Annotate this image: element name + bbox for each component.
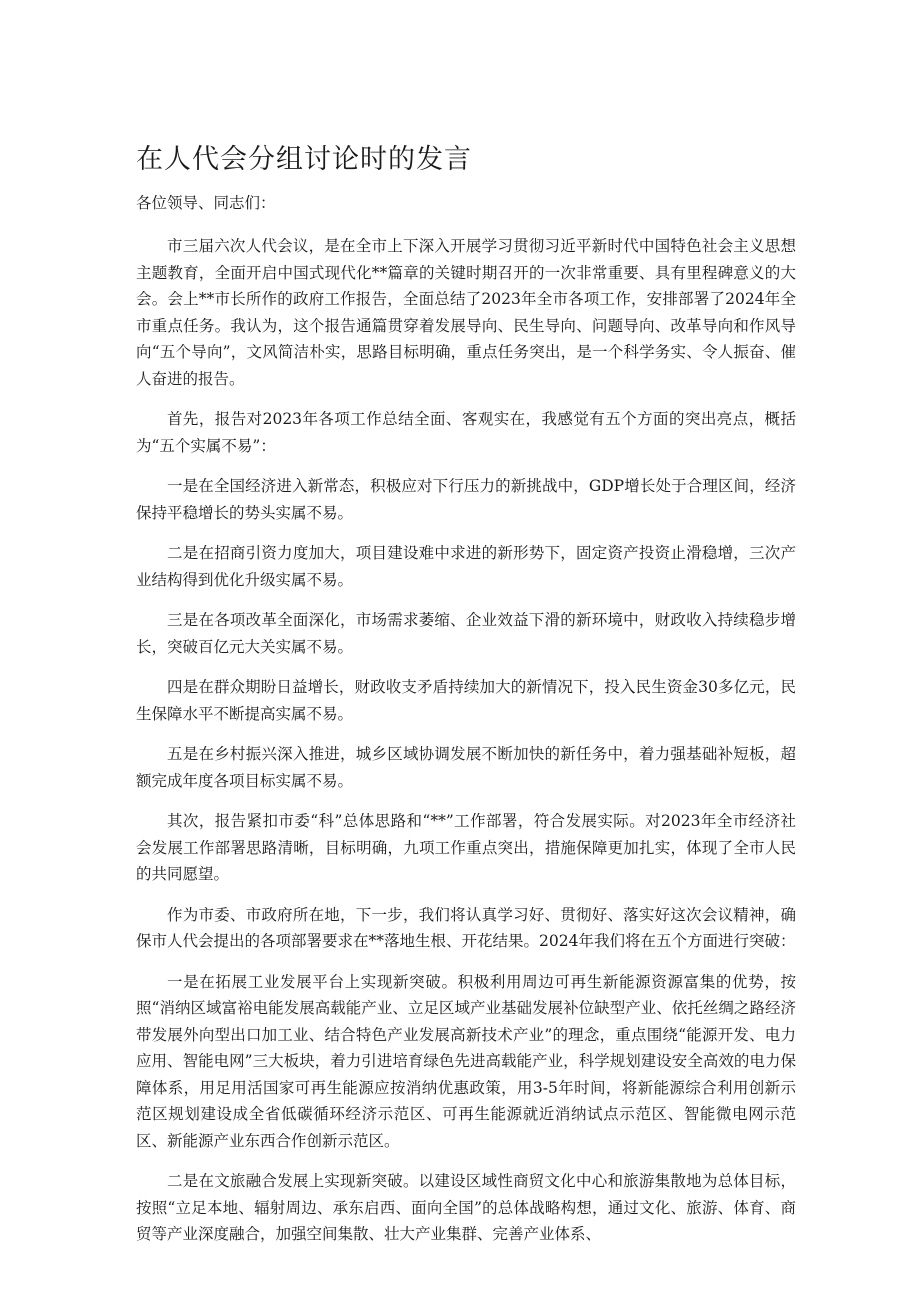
paragraph: 其次，报告紧扣市委“科”总体思路和“**”工作部署，符合发展实际。对2023年全市经济社会发展工作部署思路清晰，目标明确，九项工作重点突出，措施保障更加扎实，体现了全市人民的共同愿望。	[136, 812, 796, 883]
paragraph: 三是在各项改革全面深化，市场需求萎缩、企业效益下滑的新环境中，财政收入持续稳步增长，突破百亿元大关实属不易。	[136, 611, 796, 656]
paragraph: 一是在拓展工业发展平台上实现新突破。积极利用周边可再生新能源资源富集的优势，按照“消纳区域富裕电能发展高载能产业、立足区域产业基础发展补位缺型产业、依托丝绸之路经济带发展外向型出口加工业、结合特色产业发展高新技术产业”的理念，重点围绕“能源开发、电力应用、智能电网”三大板块，着力引进培育绿色先进高载能产业，科学规划建设安全高效的电力保障体系，用足用活国家可再生能源应按消纳优惠政策，用3-5年时间，将新能源综合利用创新示范区规划建设成全省低碳循环经济示范区、可再生能源就近消纳试点示范区、智能微电网示范区、新能源产业东西合作创新示范区。	[136, 972, 796, 1150]
paragraph: 市三届六次人代会议，是在全市上下深入开展学习贯彻习近平新时代中国特色社会主义思想主题教育，全面开启中国式现代化**篇章的关键时期召开的一次非常重要、具有里程碑意义的大会。会上**市长所作的政府工作报告，全面总结了2023年全市各项工作，安排部署了2024年全市重点任务。我认为，这个报告通篇贯穿着发展导向、民生导向、问题导向、改革导向和作风导向“五个导向”，文风简洁朴实，思路目标明确，重点任务突出，是一个科学务实、令人振奋、催人奋进的报告。	[136, 237, 796, 388]
salutation: 各位领导、同志们：	[136, 194, 276, 212]
paragraph: 二是在文旅融合发展上实现新突破。以建设区域性商贸文化中心和旅游集散地为总体目标，按照“立足本地、辐射周边、承东启西、面向全国”的总体战略构想，通过文化、旅游、体育、商贸等产业深度融合，加强空间集散、壮大产业集群、完善产业体系、	[136, 1172, 796, 1243]
paragraph: 一是在全国经济进入新常态，积极应对下行压力的新挑战中，GDP增长处于合理区间，经济保持平稳增长的势头实属不易。	[136, 477, 796, 522]
paragraph: 五是在乡村振兴深入推进，城乡区域协调发展不断加快的新任务中，着力强基础补短板，超额完成年度各项目标实属不易。	[136, 745, 796, 790]
paragraph: 二是在招商引资力度加大，项目建设难中求进的新形势下，固定资产投资止滑稳增，三次产业结构得到优化升级实属不易。	[136, 544, 796, 589]
paragraph: 作为市委、市政府所在地，下一步，我们将认真学习好、贯彻好、落实好这次会议精神，确保市人代会提出的各项部署要求在**落地生根、开花结果。2024年我们将在五个方面进行突破：	[136, 905, 796, 950]
document-page	[136, 140, 796, 1262]
document-body	[136, 233, 796, 1248]
document-title: 在人代会分组讨论时的发言	[136, 144, 472, 175]
paragraph: 首先，报告对2023年各项工作总结全面、客观实在，我感觉有五个方面的突出亮点，概括为“五个实属不易”：	[136, 410, 796, 455]
paragraph: 四是在群众期盼日益增长，财政收支矛盾持续加大的新情况下，投入民生资金30多亿元，民生保障水平不断提高实属不易。	[136, 678, 796, 723]
